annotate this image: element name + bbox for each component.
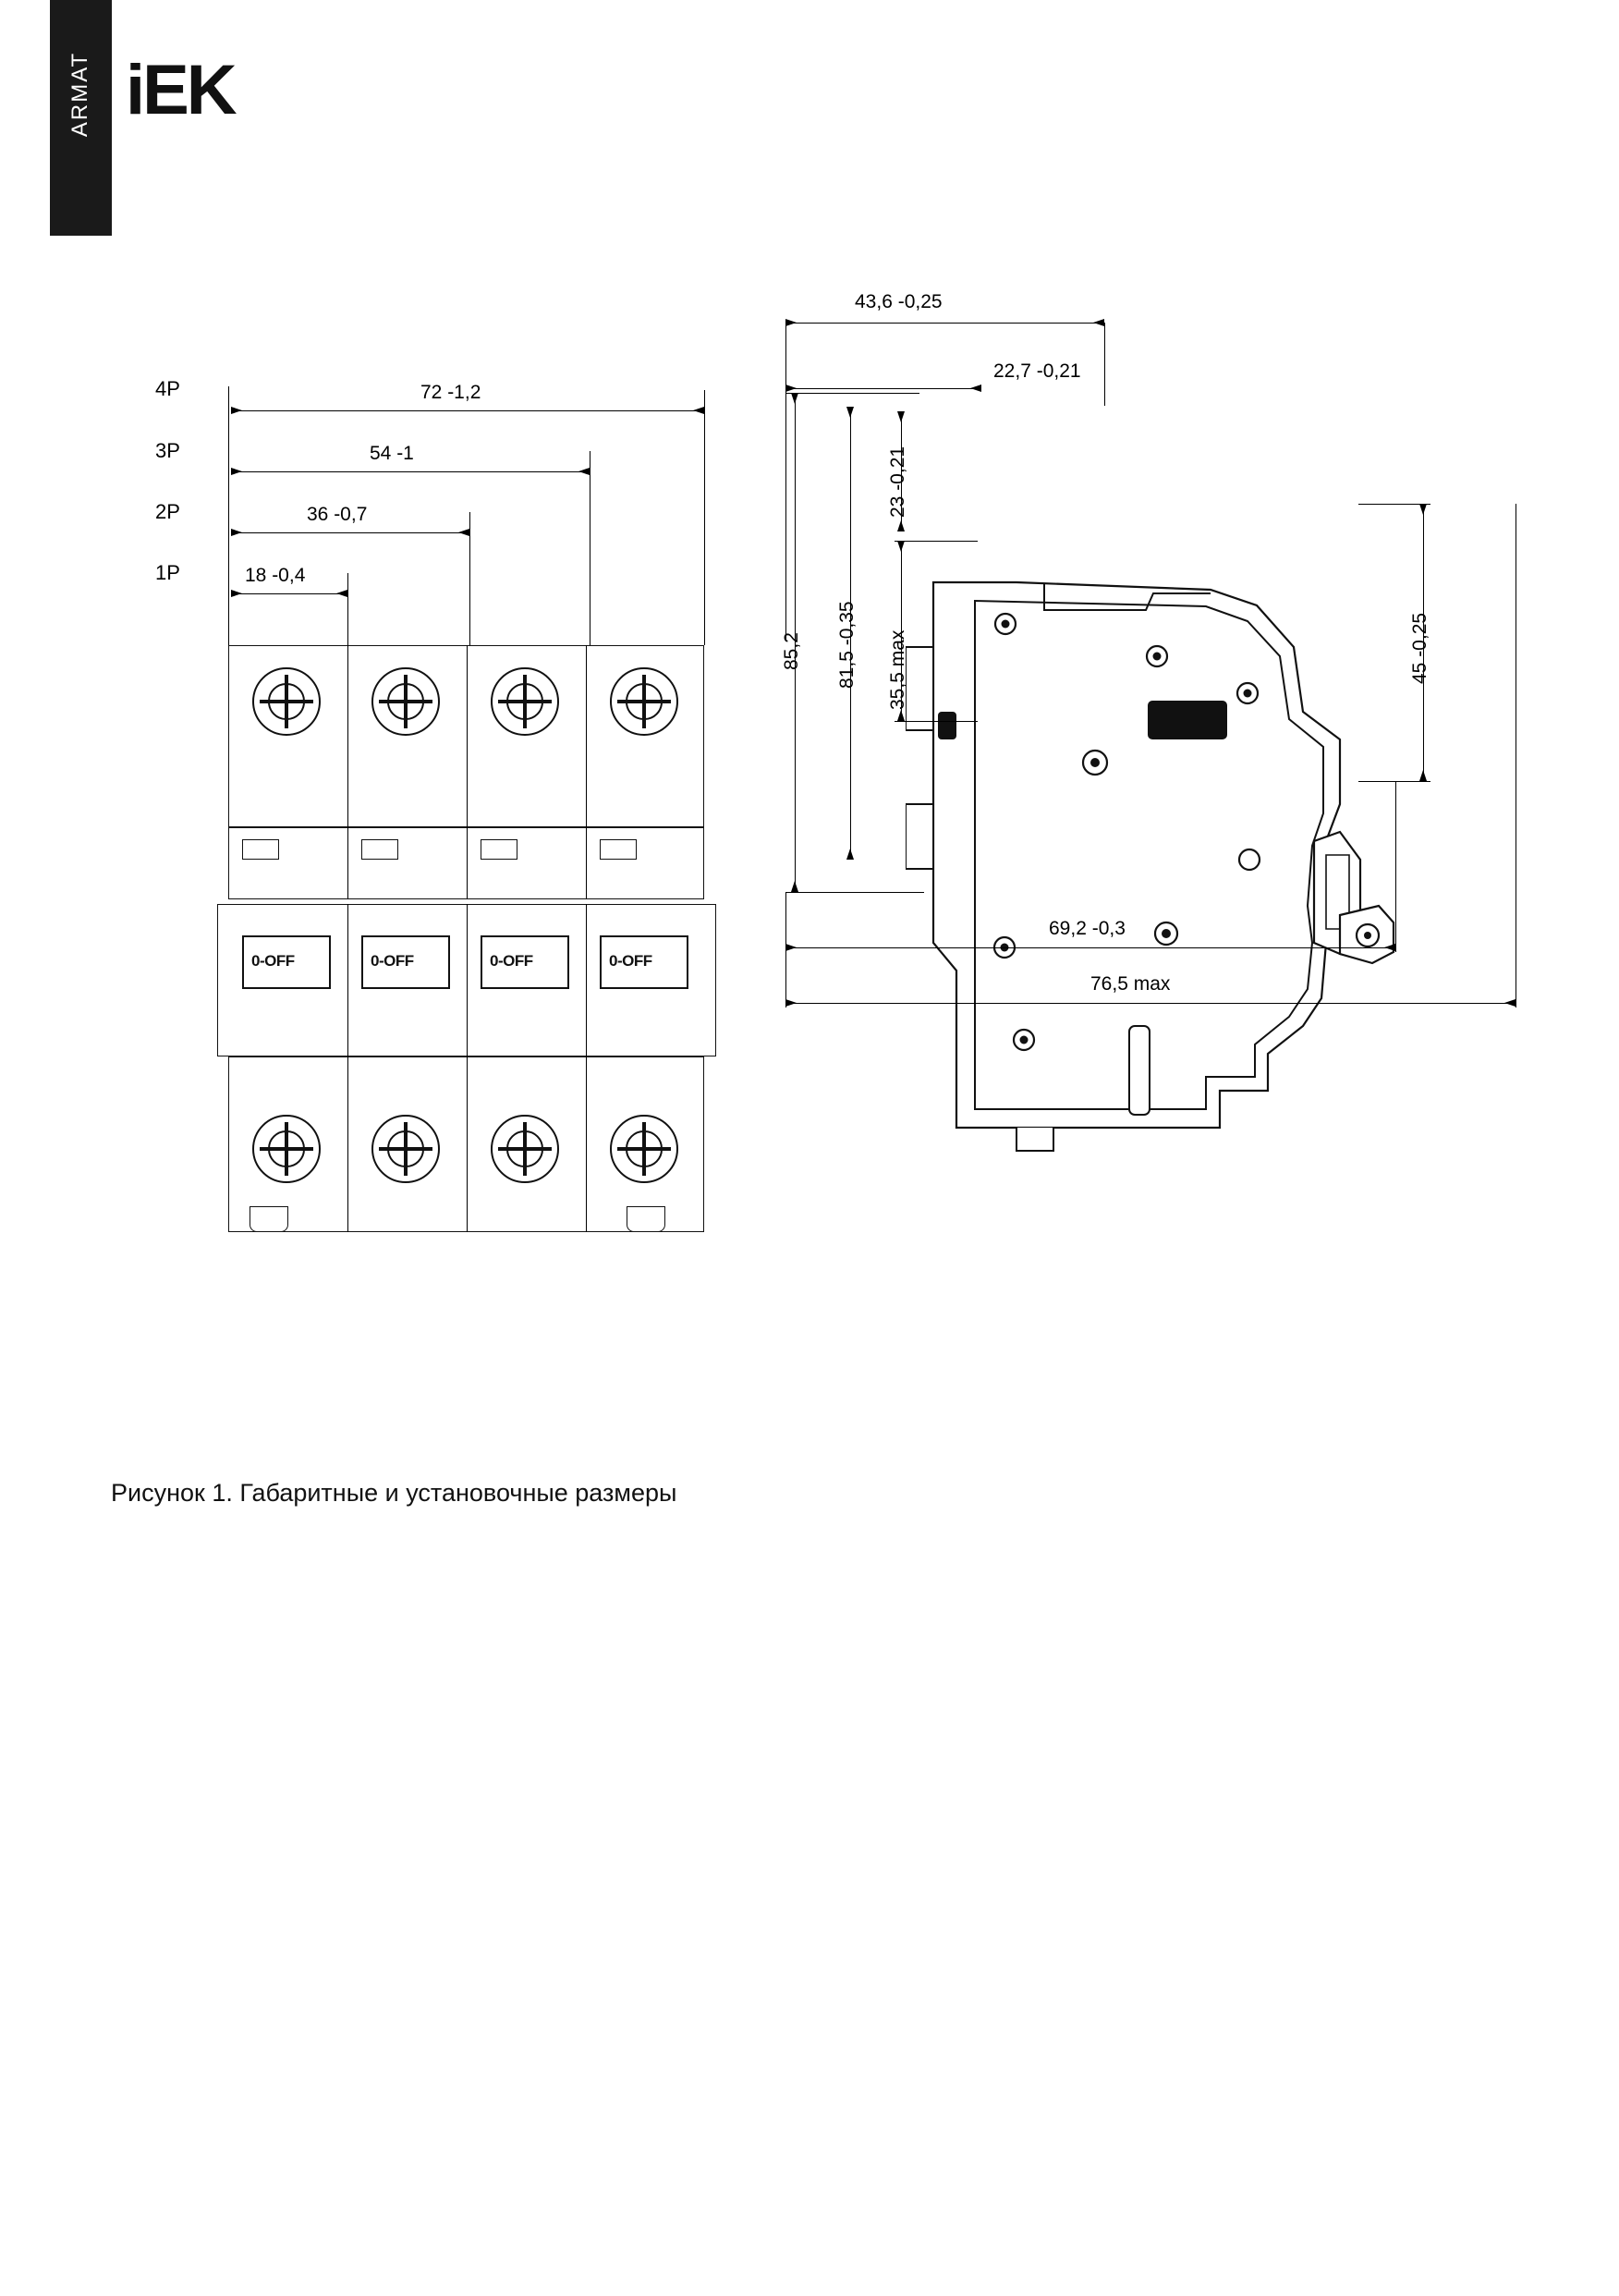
- dim-line-depth: [785, 947, 1395, 948]
- dim-value-width-top: 43,6 -0,25: [855, 291, 943, 312]
- screw-slot-vertical: [285, 675, 288, 729]
- lower-divider-1: [347, 1056, 348, 1232]
- dim-arrow-4p-right: [693, 407, 704, 414]
- dim-arrow-3p-right: [578, 468, 590, 475]
- dim-arrow-depth-max-right: [1504, 999, 1516, 1007]
- dim-arrow-width-top-left: [785, 319, 797, 326]
- witness-width-top-left: [785, 323, 786, 641]
- breaker-side-profile-svg: [906, 536, 1479, 1165]
- mid-divider-3: [586, 827, 587, 899]
- dim-arrow-body-top: [846, 407, 854, 418]
- dim-arrow-din-bottom: [897, 710, 905, 721]
- pole-divider-2: [467, 645, 468, 827]
- toggle-switch-2[interactable]: [361, 935, 450, 989]
- figure-caption: Рисунок 1. Габаритные и установочные размеры: [111, 1479, 677, 1507]
- dim-arrow-offset-left: [785, 385, 797, 392]
- dim-value-2p: 36 -0,7: [307, 504, 368, 525]
- terminal-screw-top-1: [252, 667, 321, 736]
- dim-arrow-1p-right: [336, 590, 347, 597]
- mid-divider-1: [347, 827, 348, 899]
- toggle-label-2: 0-OFF: [371, 952, 414, 970]
- dim-value-offset: 22,7 -0,21: [993, 360, 1081, 382]
- face-divider-2: [467, 904, 468, 1056]
- witness-line-left: [228, 386, 229, 645]
- screw-slot-vertical: [642, 1122, 646, 1177]
- witness-width-top-right: [1104, 323, 1105, 406]
- clip-3: [481, 839, 517, 860]
- dim-arrow-2p-right: [458, 529, 469, 536]
- witness-depth-right: [1395, 781, 1396, 952]
- terminal-screw-bottom-4: [610, 1115, 678, 1183]
- dim-value-body-height: 81,5 -0,35: [836, 601, 858, 689]
- dim-value-handle-height: 45 -0,25: [1409, 612, 1430, 684]
- witness-handle-top: [1358, 504, 1430, 505]
- dim-line-3p: [231, 471, 590, 472]
- terminal-screw-bottom-1: [252, 1115, 321, 1183]
- mid-divider-2: [467, 827, 468, 899]
- iek-logo: iEK: [126, 51, 235, 129]
- dim-value-depth: 69,2 -0,3: [1049, 918, 1126, 939]
- face-divider-1: [347, 904, 348, 1056]
- dim-arrow-handle-bottom: [1419, 770, 1427, 781]
- terminal-screw-top-4: [610, 667, 678, 736]
- dim-arrow-4p-left: [231, 407, 242, 414]
- dim-value-terminal-depth: 23 -0,21: [887, 446, 908, 518]
- toggle-label-4: 0-OFF: [609, 952, 652, 970]
- screw-slot-vertical: [642, 675, 646, 729]
- screw-slot-vertical: [404, 1122, 408, 1177]
- lower-divider-2: [467, 1056, 468, 1232]
- terminal-screw-bottom-2: [371, 1115, 440, 1183]
- dim-value-3p: 54 -1: [370, 443, 414, 464]
- dim-arrow-handle-top: [1419, 504, 1427, 515]
- dim-line-width-top: [785, 323, 1104, 324]
- dim-arrow-depth-max-left: [785, 999, 797, 1007]
- screw-slot-vertical: [404, 675, 408, 729]
- witness-total-bottom: [785, 892, 924, 893]
- front-view-drawing: [0, 0, 795, 1294]
- terminal-screw-top-3: [491, 667, 559, 736]
- toggle-switch-3[interactable]: [481, 935, 569, 989]
- toggle-label-1: 0-OFF: [251, 952, 295, 970]
- side-view-drawing: [781, 291, 1479, 1202]
- foot-right: [627, 1206, 665, 1232]
- dim-arrow-depth-right: [1384, 944, 1395, 951]
- dim-line-4p: [231, 410, 704, 411]
- toggle-switch-1[interactable]: [242, 935, 331, 989]
- pole-label-4p: 4P: [155, 377, 180, 400]
- witness-line-1p: [347, 573, 348, 645]
- dim-line-2p: [231, 532, 469, 533]
- face-divider-3: [586, 904, 587, 1056]
- dim-value-depth-max: 76,5 max: [1090, 973, 1171, 995]
- witness-depth-left: [785, 892, 786, 1008]
- brand-series-label: ARMAT: [67, 51, 92, 138]
- dim-arrow-terminal-bottom: [897, 520, 905, 531]
- clip-4: [600, 839, 637, 860]
- dim-value-1p: 18 -0,4: [245, 565, 306, 586]
- screw-slot-vertical: [523, 675, 527, 729]
- toggle-label-3: 0-OFF: [490, 952, 533, 970]
- witness-din-top: [895, 541, 978, 542]
- witness-handle-bottom: [1358, 781, 1430, 782]
- pole-label-2p: 2P: [155, 500, 180, 523]
- screw-slot-vertical: [285, 1122, 288, 1177]
- clip-2: [361, 839, 398, 860]
- dim-line-offset: [785, 388, 981, 389]
- dim-arrow-total-bottom: [791, 881, 798, 892]
- terminal-screw-top-2: [371, 667, 440, 736]
- terminal-screw-bottom-3: [491, 1115, 559, 1183]
- dim-arrow-depth-left: [785, 944, 797, 951]
- dim-arrow-2p-left: [231, 529, 242, 536]
- dim-value-total-height: 85,2: [781, 632, 802, 670]
- dim-arrow-3p-left: [231, 468, 242, 475]
- foot-left: [250, 1206, 288, 1232]
- lower-divider-3: [586, 1056, 587, 1232]
- dim-arrow-total-top: [791, 393, 798, 404]
- pole-label-3p: 3P: [155, 439, 180, 462]
- dim-arrow-din-top: [897, 541, 905, 552]
- pole-divider-3: [586, 645, 587, 827]
- dim-arrow-body-bottom: [846, 849, 854, 860]
- dim-line-depth-max: [785, 1003, 1516, 1004]
- dim-arrow-terminal-top: [897, 411, 905, 422]
- dim-line-1p: [231, 593, 347, 594]
- dim-arrow-width-top-right: [1093, 319, 1104, 326]
- pole-divider-1: [347, 645, 348, 827]
- dim-arrow-1p-left: [231, 590, 242, 597]
- screw-slot-vertical: [523, 1122, 527, 1177]
- dim-value-4p: 72 -1,2: [420, 382, 481, 403]
- dim-arrow-offset-right: [970, 385, 981, 392]
- witness-total-top: [785, 393, 919, 394]
- clip-1: [242, 839, 279, 860]
- toggle-switch-4[interactable]: [600, 935, 688, 989]
- witness-line-2p: [469, 512, 470, 645]
- pole-label-1p: 1P: [155, 561, 180, 584]
- witness-din-bottom: [895, 721, 978, 722]
- witness-line-4p: [704, 390, 705, 645]
- dim-value-din-clearance: 35,5 max: [887, 629, 908, 710]
